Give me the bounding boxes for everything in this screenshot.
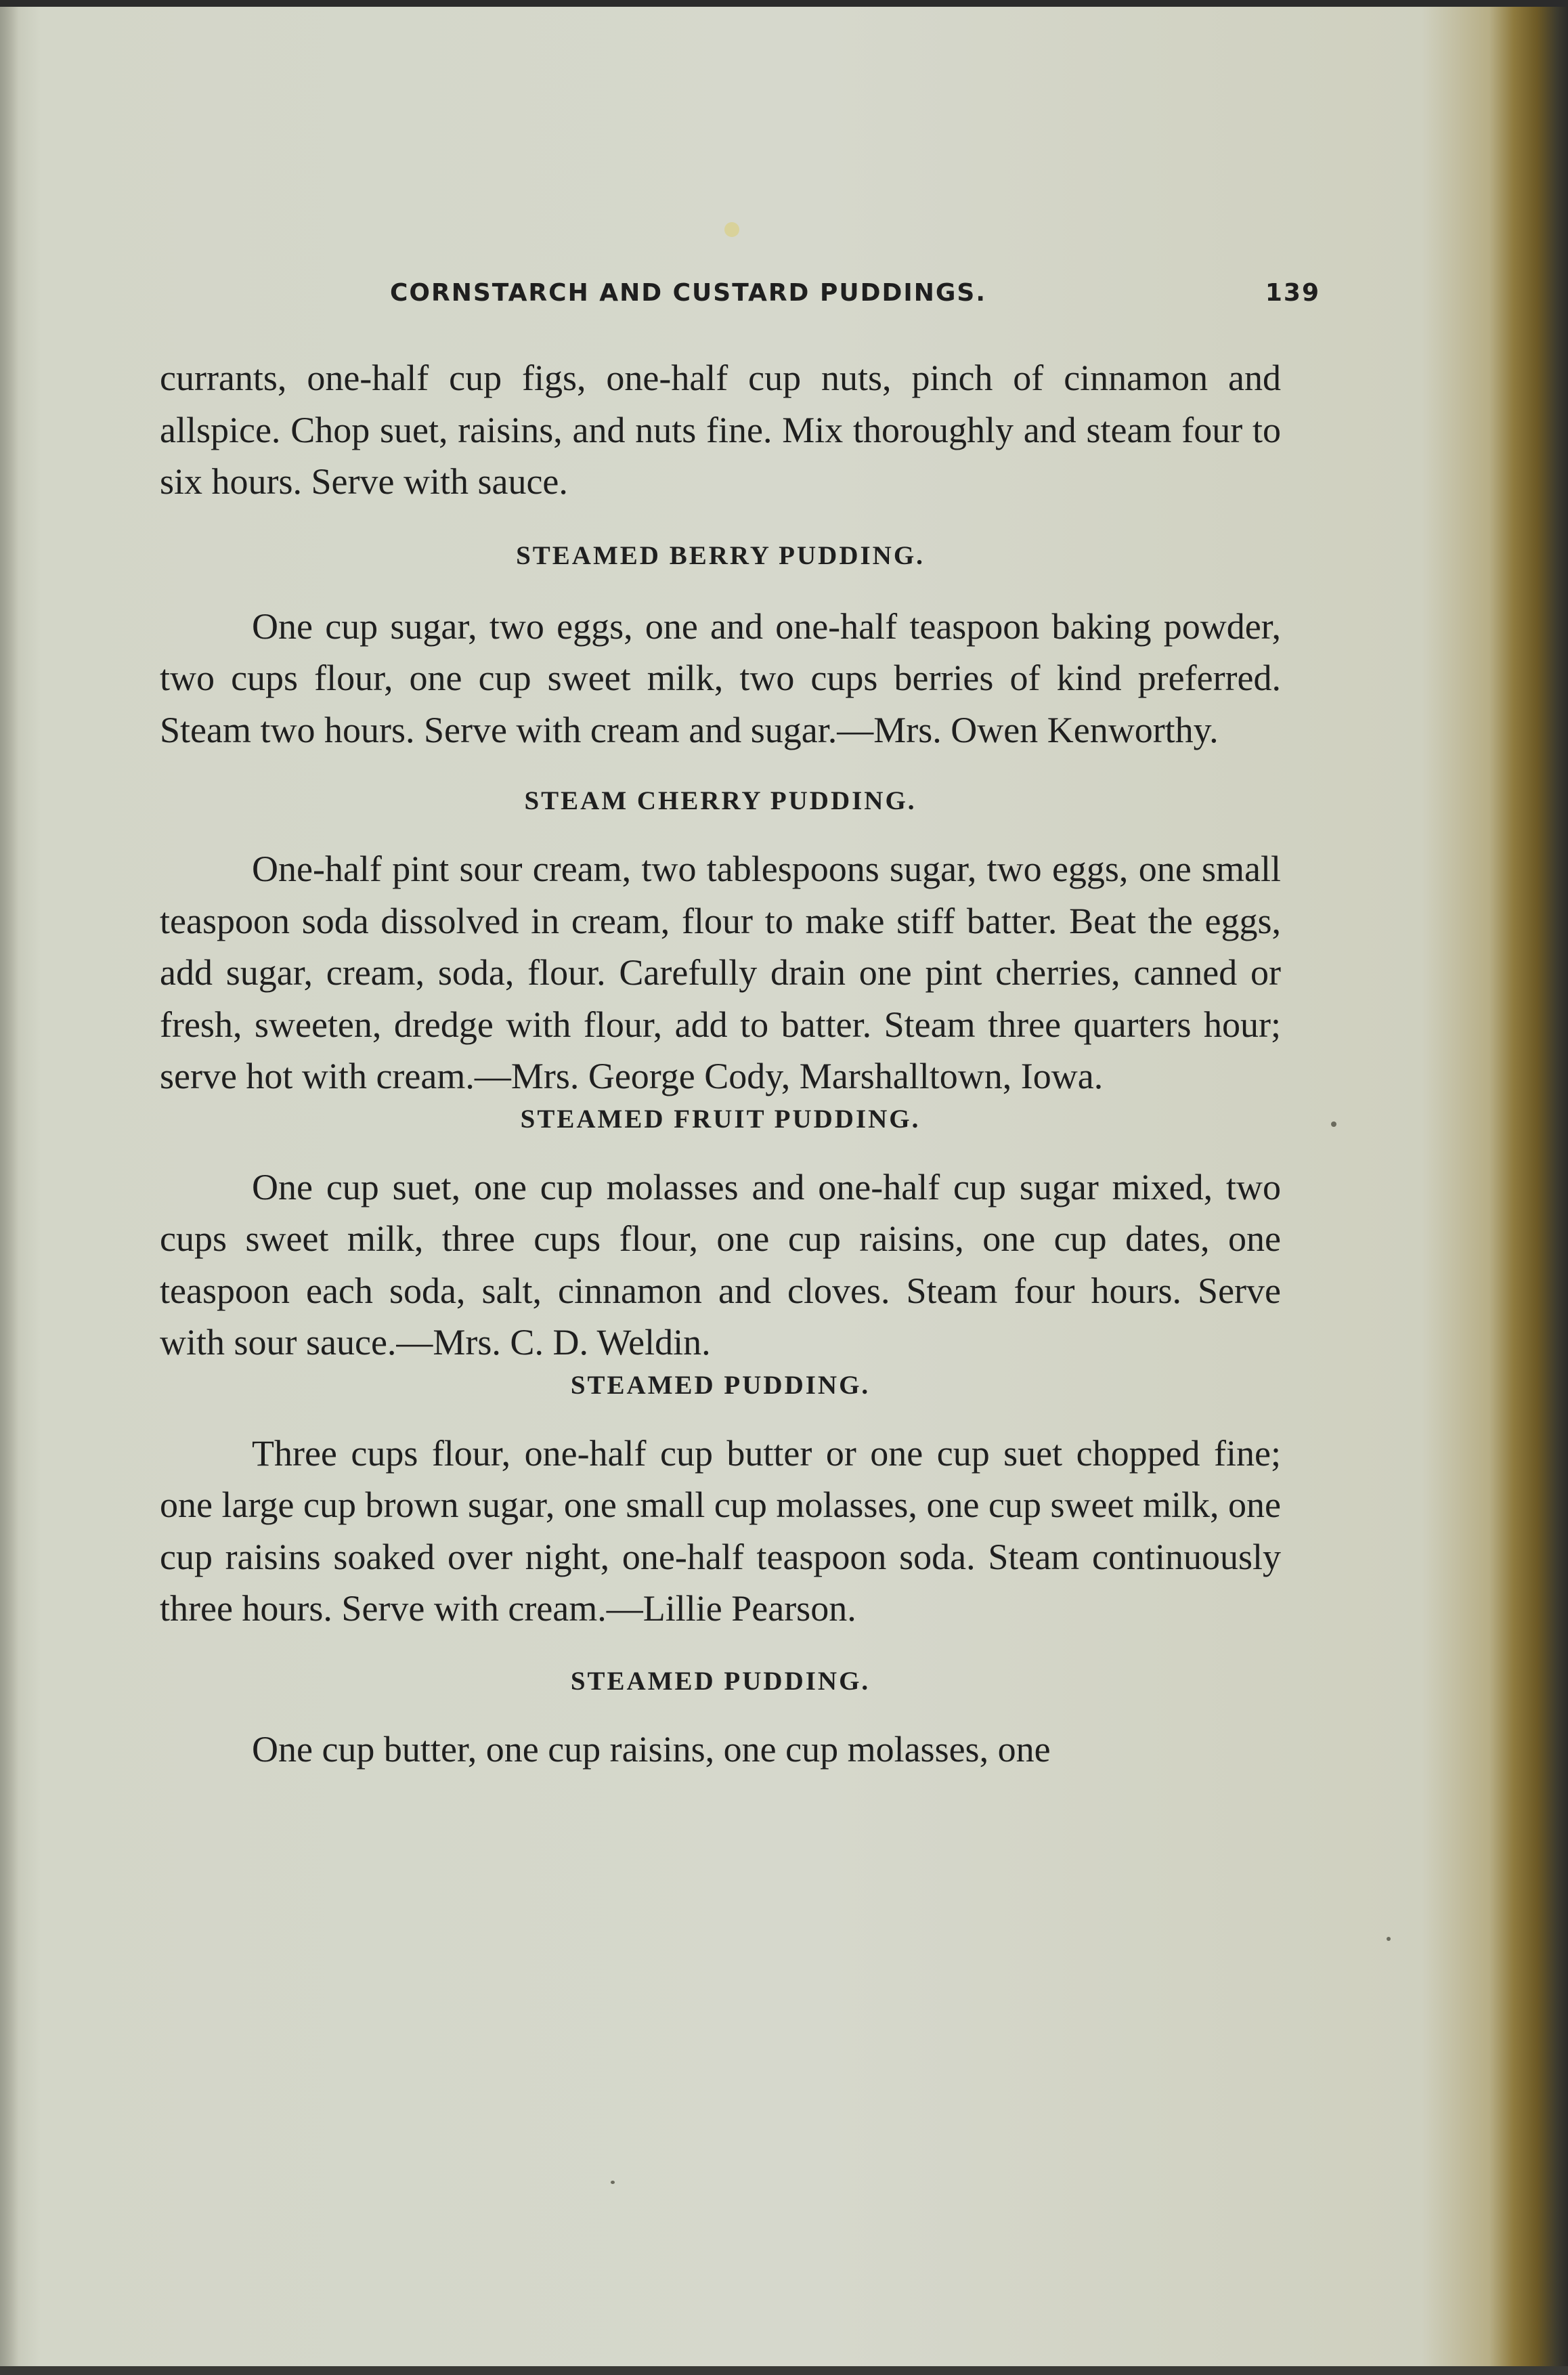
recipe-paragraph: One cup butter, one cup raisins, one cup molasses, one xyxy=(252,1728,1051,1770)
recipe-heading: STEAMED PUDDING. xyxy=(570,1666,871,1696)
chapter-title: CORNSTARCH AND CUSTARD PUDDINGS. xyxy=(390,279,987,307)
recipe-paragraph: Three cups flour, one-half cup butter or one cup suet chopped fine; one large cup brown sugar, one small cup molasses, one cup sweet milk, one cup raisins soaked over night, one-half teaspoon soda. Steam continuously three hours. Serve with cream.—Lillie Pearson. xyxy=(160,1432,1281,1629)
recipe-paragraph: currants, one-half cup figs, one-half cup nuts, pinch of cinnamon and allspice. Chop suet, raisins, and nuts fine. Mix thoroughly and steam four to six hours. Serve with sauce. xyxy=(160,358,1281,502)
recipe-paragraph: One cup suet, one cup molasses and one-half cup sugar mixed, two cups sweet milk, three cups flour, one cup raisins, one cup dates, one teaspoon each soda, salt, cinnamon and cloves. Steam four hours. Serve with sour sauce.—Mrs. C. D. Weldin. xyxy=(160,1166,1281,1363)
recipe-heading: STEAMED BERRY PUDDING. xyxy=(516,540,925,570)
text-column xyxy=(160,352,1281,1775)
recipe-heading: STEAMED PUDDING. xyxy=(570,1370,871,1400)
recipe-paragraph: One cup sugar, two eggs, one and one-half teaspoon baking powder, two cups flour, one cup sweet milk, two cups berries of kind preferred. Steam two hours. Serve with cream and sugar.—Mrs. Owen Kenworthy. xyxy=(160,605,1281,750)
page-number: 139 xyxy=(1265,279,1320,307)
recipe-paragraph: One-half pint sour cream, two tablespoons sugar, two eggs, one small teaspoon soda dissolved in cream, flour to make stiff batter. Beat the eggs, add sugar, cream, soda, flour. Carefully drain one pint cherries, canned or fresh, sweeten, dredge with flour, add to batter. Steam three quarters hour; serve hot with cream.—Mrs. George Cody, Marshalltown, Iowa. xyxy=(160,849,1281,1096)
running-head xyxy=(379,279,1354,320)
recipe-heading: STEAMED FRUIT PUDDING. xyxy=(520,1104,921,1134)
recipe-heading: STEAM CHERRY PUDDING. xyxy=(524,786,917,815)
